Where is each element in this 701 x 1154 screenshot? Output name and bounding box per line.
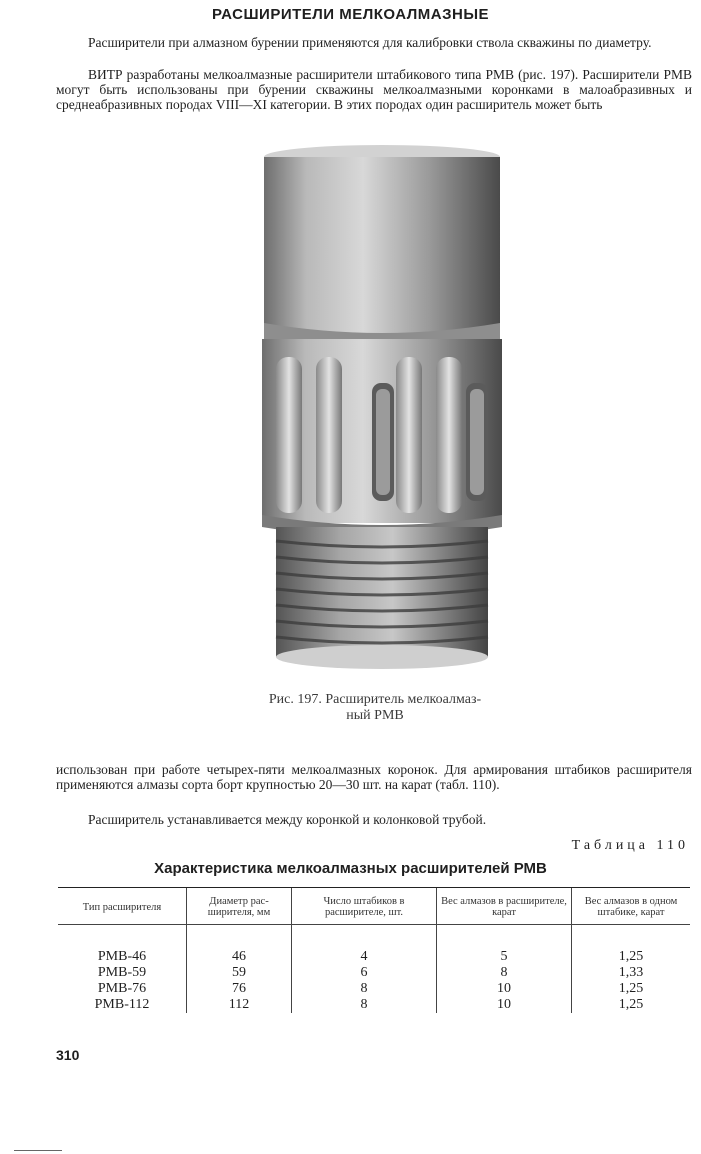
column-header-diameter: Диаметр рас-ширителя, мм [187,888,292,925]
table-row [58,965,690,981]
cell-diameter: 112 [187,997,292,1013]
footer-rule [14,1150,62,1151]
column-header-weight-per-stick: Вес алмазов в одном штабике, карат [572,888,691,925]
cell-sticks: 6 [292,965,437,981]
paragraph-rmv-description: ВИТР разработаны мелкоалмазные расширители штабикового типа РМВ (рис. 197). Расширители РМВ могут быть использованы при бурении скважины мелкоалмазными коронками в малоабразивных и среднеабразивных породах VIII—XI категории. В этих породах один расширитель может быть [56,67,692,112]
table-header-row [58,888,690,925]
table-row [58,925,690,966]
table-title: Характеристика мелкоалмазных расширителей РМВ [154,860,547,877]
cell-weight-per-stick: 1,25 [572,981,691,997]
cell-diamond-weight: 10 [437,997,572,1013]
cell-diameter: 46 [187,925,292,966]
cell-sticks: 8 [292,997,437,1013]
cell-diameter: 59 [187,965,292,981]
reamer-photo [258,143,514,683]
cell-diamond-weight: 8 [437,965,572,981]
column-header-type: Тип расширителя [58,888,187,925]
cell-diamond-weight: 10 [437,981,572,997]
section-heading: РАСШИРИТЕЛИ МЕЛКОАЛМАЗНЫЕ [211,6,490,23]
cell-sticks: 8 [292,981,437,997]
paragraph-installation: Расширитель устанавливается между коронкой и колонковой трубой. [88,812,487,827]
cell-sticks: 4 [292,925,437,966]
cell-type: РМВ-59 [97,965,147,980]
paragraph-usage: использован при работе четырех-пяти мелкоалмазных коронок. Для армирования штабиков расширителя применяются алмазы сорта борт крупностью 20—30 шт. на карат (табл. 110). [56,762,692,792]
reamer-specs-table [58,887,690,1013]
table-label: Таблица 110 [571,838,689,853]
cell-type: РМВ-76 [97,981,147,996]
cell-weight-per-stick: 1,25 [572,925,691,966]
table-row [58,997,690,1013]
figure-caption-line-1: Рис. 197. Расширитель мелкоалмаз- [268,692,482,707]
cell-weight-per-stick: 1,33 [572,965,691,981]
table-row [58,981,690,997]
cell-diamond-weight: 5 [437,925,572,966]
figure-caption [210,692,540,724]
page-number: 310 [56,1047,80,1063]
cell-weight-per-stick: 1,25 [572,997,691,1013]
cell-type: РМВ-112 [94,997,150,1012]
column-header-sticks: Число штабиков в расширителе, шт. [292,888,437,925]
paragraph-intro: Расширители при алмазном бурении применяются для калибровки ствола скважины по диаметру. [88,35,652,50]
cell-diameter: 76 [187,981,292,997]
figure-caption-line-2: ный РМВ [346,708,404,723]
column-header-diamond-weight: Вес алмазов в расширителе, карат [437,888,572,925]
cell-type: РМВ-46 [97,949,147,964]
reamer-illustration [258,143,514,683]
